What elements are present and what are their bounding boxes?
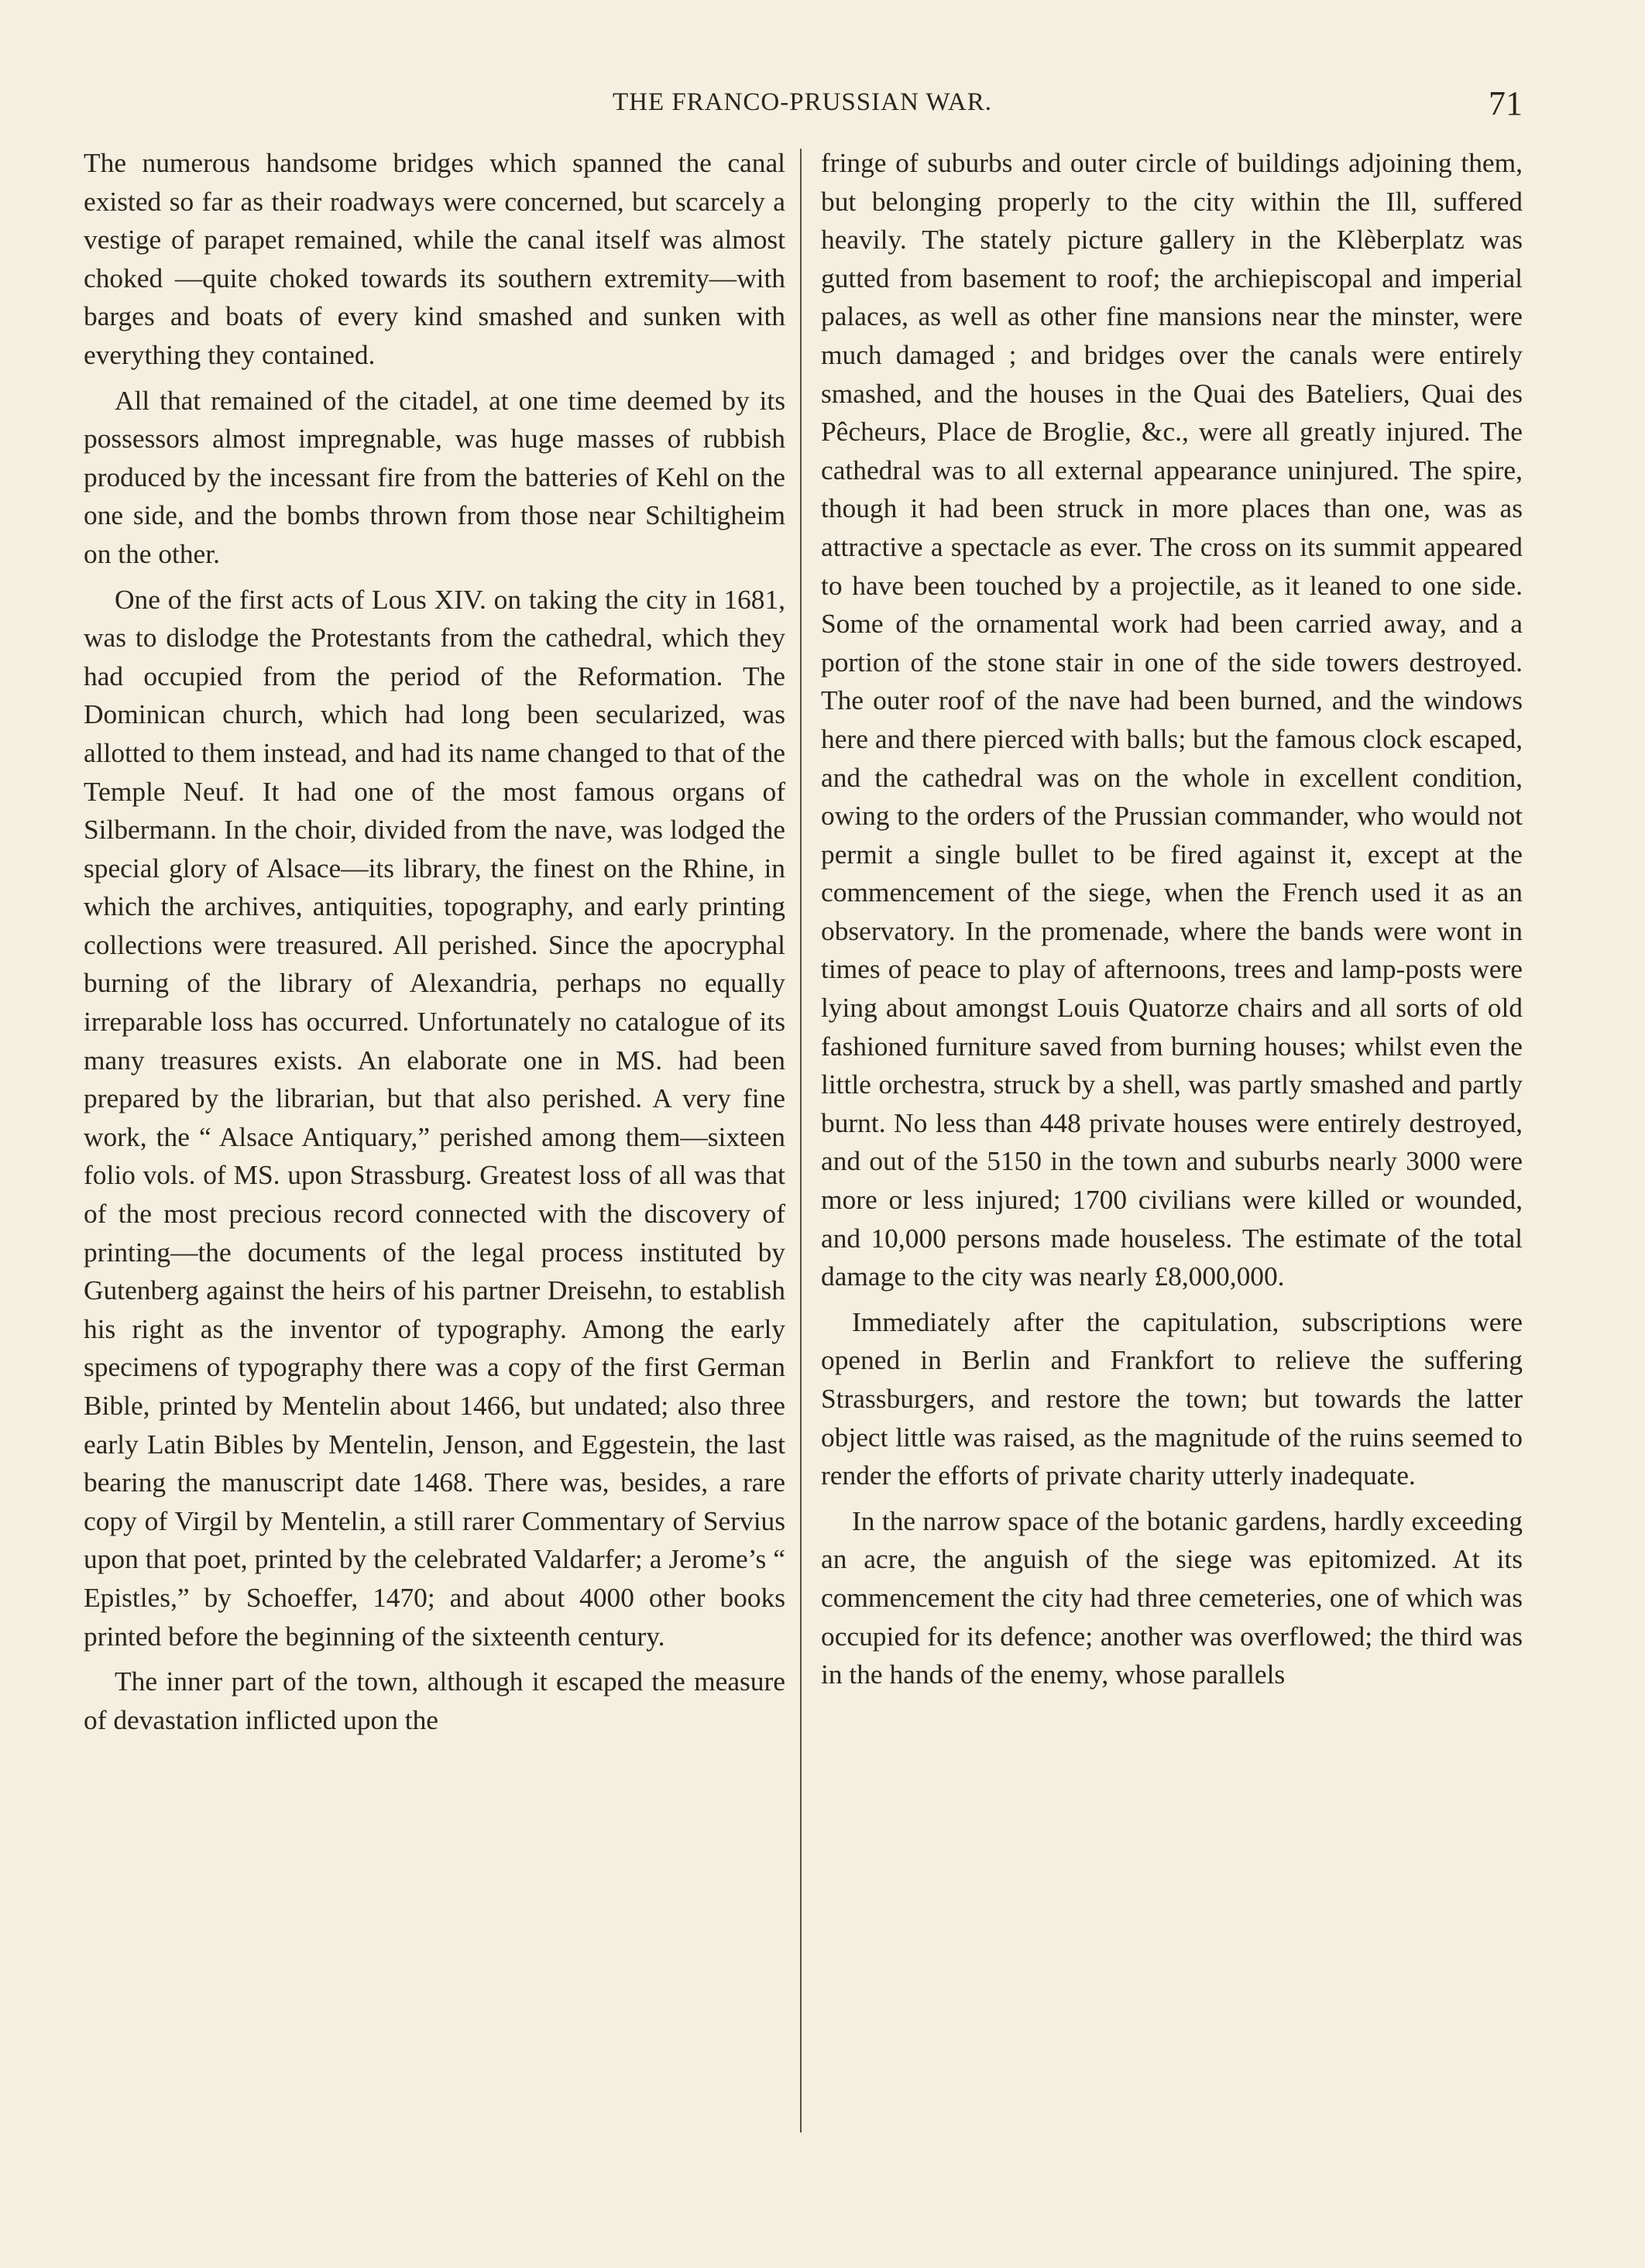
paragraph-subscriptions: Immediately after the capitulation, subscriptions were opened in Berlin and Frankfort to relieve the suffering Strassburgers, and restore the town; but towards the latter object little was raised, as the magnitude of the ruins seemed to render the efforts of private charity utterly inadequate. bbox=[821, 1306, 1523, 1491]
right-column bbox=[821, 144, 1523, 1694]
column-divider bbox=[800, 149, 802, 2132]
paragraph-citadel: All that remained of the citadel, at one time deemed by its possessors almost impregnable, was huge masses of rubbish produced by the incessant fire from the batteries of Kehl on the one side, and the bombs thrown from those near Schiltigheim on the other. bbox=[84, 384, 785, 569]
paragraph-inner-town: The inner part of the town, although it escaped the measure of devastation inflicted upon the bbox=[84, 1666, 785, 1735]
left-column bbox=[84, 144, 785, 1739]
page-header bbox=[82, 84, 1523, 130]
paragraph-suburbs: fringe of suburbs and outer circle of buildings adjoining them, but belonging properly to the city within the Ill, suffered heavily. The stately picture gallery in the Klèberplatz was gutted from basement to roof; the archiepiscopal and imperial palaces, as well as other fine mansions near the minster, were much damaged ; and bridges over the canals were entirely smashed, and the houses in the Quai des Bateliers, Quai des Pêcheurs, Place de Broglie, &c., were all greatly injured. The cathedral was to all external appearance uninjured. The spire, though it had been struck in more places than one, was as attractive a spectacle as ever. The cross on its summit appeared to have been touched by a projectile, as it leaned to one side. Some of the ornamental work had been carried away, and a portion of the stone stair in one of the side towers destroyed. The outer roof of the nave had been burned, and the windows here and there pierced with balls; but the famous clock escaped, and the cathedral was on the whole in excellent condition, owing to the orders of the Prussian commander, who would not permit a single bullet to be fired against it, except at the commencement of the siege, when the French used it as an observatory. In the promenade, where the bands were wont in times of peace to play of afternoons, trees and lamp-posts were lying about amongst Louis Quatorze chairs and all sorts of old fashioned furniture saved from burning houses; whilst even the little orchestra, struck by a shell, was partly smashed and partly burnt. No less than 448 private houses were entirely destroyed, and out of the 5150 in the town and suburbs nearly 3000 were more or less injured; 1700 civilians were killed or wounded, and 10,000 persons made houseless. The estimate of the total damage to the city was nearly £8,000,000. bbox=[821, 147, 1523, 1292]
paragraph-botanic-gardens: In the narrow space of the botanic gardens, hardly exceeding an acre, the anguish of the siege was epitomized. At its commencement the city had three cemeteries, one of which was occupied for its defence; another was overflowed; the third was in the hands of the enemy, whose parallels bbox=[821, 1505, 1523, 1690]
paragraph-library: One of the first acts of Lous XIV. on taking the city in 1681, was to dislodge the Protestants from the cathedral, which they had occupied from the period of the Reformation. The Dominican church, which had long been secularized, was allotted to them instead, and had its name changed to that of the Temple Neuf. It had one of the most famous organs of Silbermann. In the choir, divided from the nave, was lodged the special glory of Alsace—its library, the finest on the Rhine, in which the archives, antiquities, topography, and early printing collections were treasured. All perished. Since the apocryphal burning of the library of Alexandria, perhaps no equally irreparable loss has occurred. Unfortunately no catalogue of its many treasures exists. An elaborate one in MS. had been prepared by the librarian, but that also perished. A very fine work, the “ Alsace Antiquary,” perished among them—sixteen folio vols. of MS. upon Strassburg. Greatest loss of all was that of the most precious record connected with the discovery of printing—the documents of the legal process instituted by Gutenberg against the heirs of his partner Dreisehn, to establish his right as the inventor of typography. Among the early specimens of typography there was a copy of the first German Bible, printed by Mentelin about 1466, but undated; also three early Latin Bibles by Mentelin, Jenson, and Eggestein, the last bearing the manuscript date 1468. There was, besides, a rare copy of Virgil by Mentelin, a still rarer Commentary of Servius upon that poet, printed by the celebrated Valdarfer; a Jerome’s “ Epistles,” by Schoeffer, 1470; and about 4000 other books printed before the beginning of the sixteenth century. bbox=[84, 583, 785, 1652]
running-title: THE FRANCO-PRUSSIAN WAR. bbox=[612, 88, 993, 116]
paragraph-bridges: The numerous handsome bridges which spanned the canal existed so far as their roadways were concerned, but scarcely a vestige of parapet remained, while the canal itself was almost choked —quite choked towards its southern extremity—with barges and boats of every kind smashed and sunken with everything they contained. bbox=[84, 147, 785, 370]
page-number: 71 bbox=[1489, 84, 1523, 122]
